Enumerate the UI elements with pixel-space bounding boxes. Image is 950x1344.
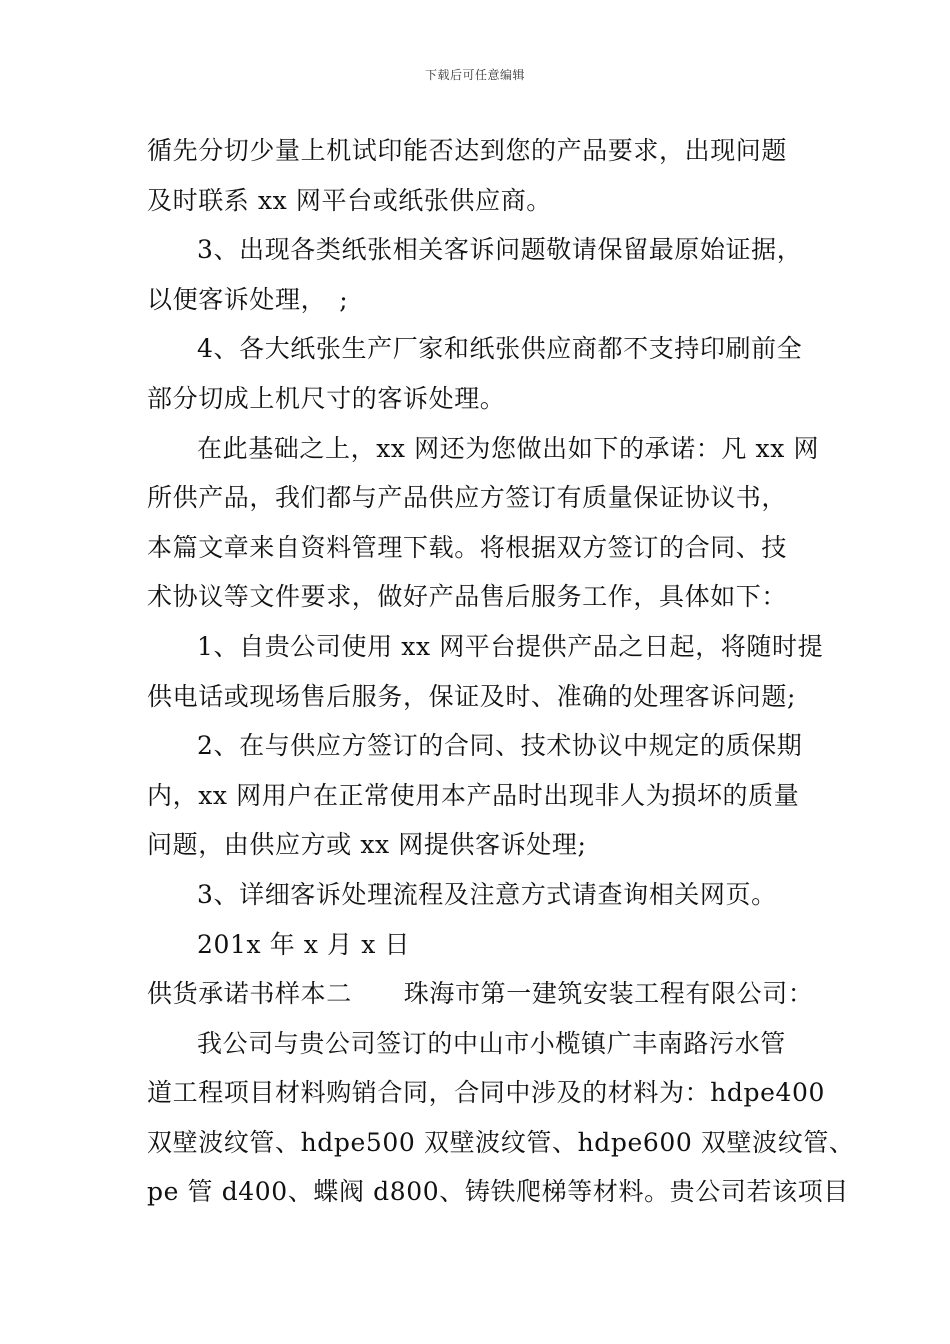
- body-line: 本篇文章来自资料管理下载。将根据双方签订的合同、技: [147, 532, 788, 562]
- body-line: 3、出现各类纸张相关客诉问题敬请保留最原始证据，: [197, 235, 803, 265]
- body-line: 我公司与贵公司签订的中山市小榄镇广丰南路污水管: [197, 1028, 786, 1058]
- body-line: 3、详细客诉处理流程及注意方式请查询相关网页。: [197, 879, 777, 909]
- body-line: 及时联系 xx 网平台或纸张供应商。: [147, 185, 552, 215]
- body-line: 循先分切少量上机试印能否达到您的产品要求，出现问题: [147, 136, 788, 165]
- body-line: 以便客诉处理， ;: [147, 284, 349, 314]
- section-title: 供货承诺书样本二: [147, 979, 352, 1009]
- body-line: 2、在与供应方签订的合同、技术协议中规定的质保期: [197, 731, 803, 761]
- body-line: 在此基础之上，xx 网还为您做出如下的承诺：凡 xx 网: [197, 433, 820, 463]
- body-line: 1、自贵公司使用 xx 网平台提供产品之日起，将随时提: [197, 631, 824, 661]
- body-line: 4、各大纸张生产厂家和纸张供应商都不支持印刷前全: [197, 334, 803, 364]
- body-line: 供电话或现场售后服务，保证及时、准确的处理客诉问题;: [147, 681, 797, 711]
- page-header: 下载后可任意编辑: [424, 68, 525, 82]
- body-line: 术协议等文件要求，做好产品售后服务工作，具体如下：: [147, 582, 788, 612]
- body-line: pe 管 d400、蝶阀 d800、铸铁爬梯等材料。贵公司若该项目: [147, 1177, 849, 1207]
- body-line: 双壁波纹管、hdpe500 双壁波纹管、hdpe600 双壁波纹管、: [147, 1127, 855, 1157]
- body-line: 内，xx 网用户在正常使用本产品时出现非人为损坏的质量: [147, 780, 800, 810]
- date-line: 201x 年 x 月 x 日: [197, 929, 411, 959]
- body-line: 问题，由供应方或 xx 网提供客诉处理;: [147, 830, 587, 860]
- body-line: 道工程项目材料购销合同，合同中涉及的材料为：hdpe400: [147, 1078, 826, 1108]
- section-heading-line: [147, 969, 837, 1019]
- document-body: [147, 126, 855, 1217]
- body-line: 所供产品，我们都与产品供应方签订有质量保证协议书，: [147, 483, 788, 513]
- addressee: 珠海市第一建筑安装工程有限公司：: [403, 979, 814, 1009]
- body-line: 部分切成上机尺寸的客诉处理。: [147, 383, 506, 413]
